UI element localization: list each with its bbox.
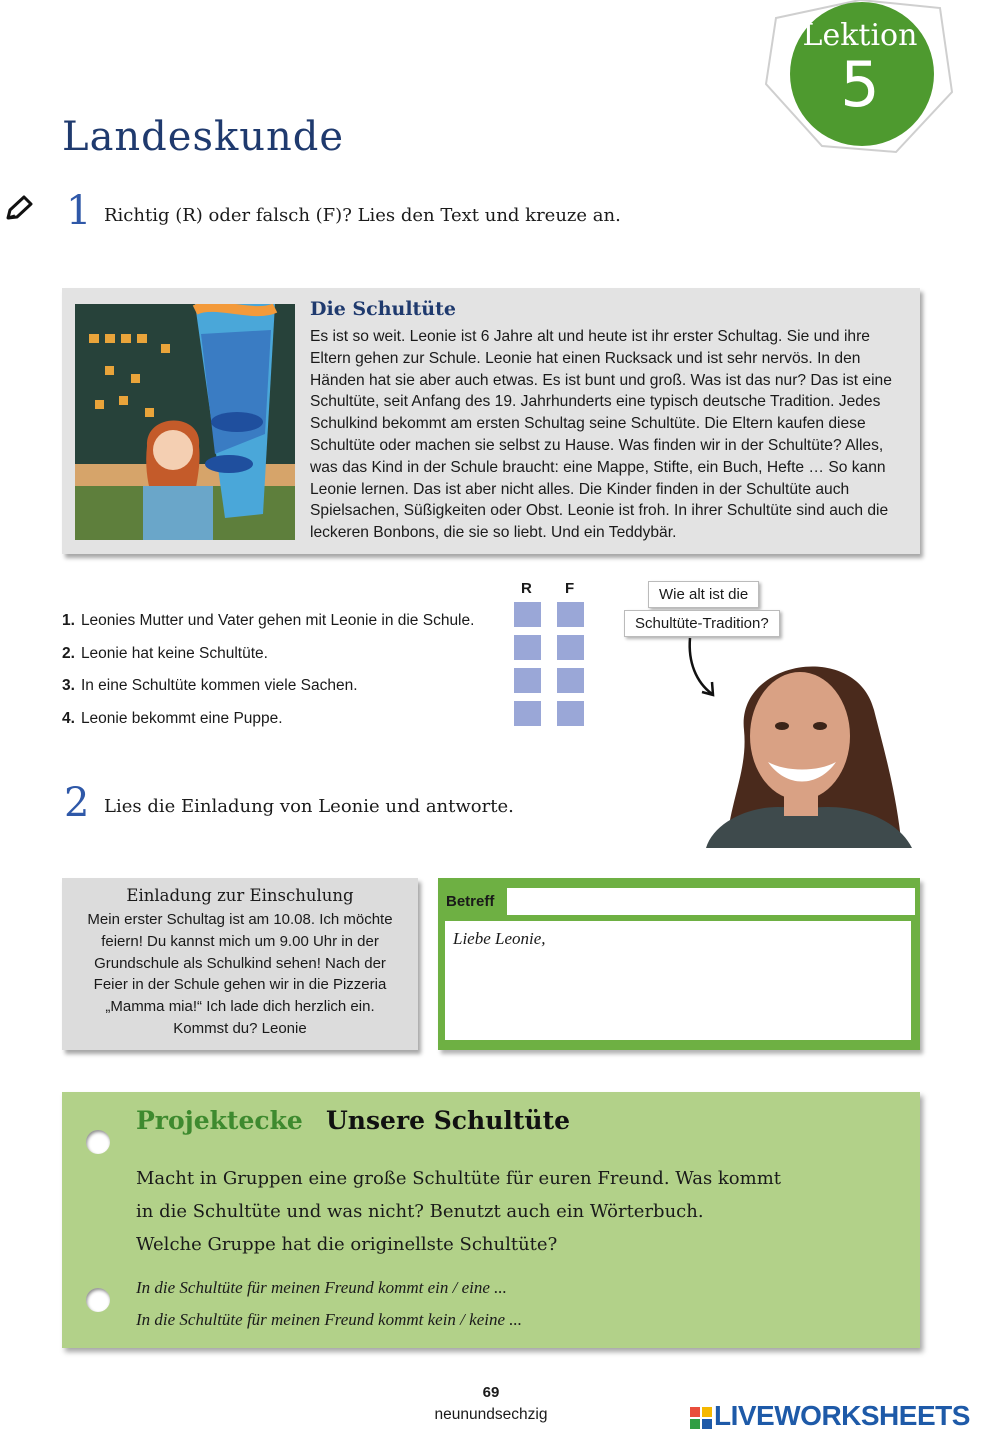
invitation-line: feiern! Du kannst mich um 9.00 Uhr in der (101, 932, 379, 950)
invitation-line: Kommst du? Leonie (173, 1019, 307, 1037)
reply-greeting: Liebe Leonie, (453, 929, 546, 948)
statement-text: Leonie hat keine Schultüte. (80, 645, 268, 662)
speech-bubble-line-1: Wie alt ist die (648, 581, 759, 608)
project-hint-line: In die Schultüte für meinen Freund kommt ein / eine ... (136, 1278, 507, 1297)
smiling-woman-photo (706, 640, 912, 848)
invitation-title: Einladung zur Einschulung (126, 886, 354, 905)
binder-hole-icon (86, 1130, 110, 1154)
pencil-icon (4, 194, 34, 222)
brand-name: LIVEWORKSHEETS (714, 1400, 970, 1431)
checkbox-r-2[interactable] (514, 635, 541, 660)
project-instruction-line: Welche Gruppe hat die originellste Schultüte? (136, 1234, 558, 1255)
schoolgirl-with-schultuete-photo (75, 304, 295, 540)
statement-text: In eine Schultüte kommen viele Sachen. (80, 677, 358, 694)
brand-logo (690, 1400, 970, 1432)
checkbox-f-2[interactable] (557, 635, 584, 660)
project-title: Unsere Schultüte (326, 1106, 571, 1135)
statement-text: Leonies Mutter und Vater gehen mit Leonie in die Schule. (80, 612, 475, 629)
reply-form (438, 878, 920, 1050)
page-number: 69 (482, 1384, 500, 1401)
statement-4 (62, 710, 283, 728)
invitation-line: „Mamma mia!“ Ich lade dich herzlich ein. (105, 998, 375, 1016)
invitation-line: Mein erster Schultag ist am 10.08. Ich möchte (87, 911, 393, 928)
statement-text: Leonie bekommt eine Puppe. (80, 710, 283, 727)
project-instruction-line: in die Schultüte und was nicht? Benutzt auch ein Wörterbuch. (136, 1201, 704, 1222)
article-body: Es ist so weit. Leonie ist 6 Jahre alt und heute ist ihr erster Schultag. Sie und ihre Eltern gehen zur Schule. Leonie hat einen Rucksack und ist sehr nervös. In den Händen hat sie aber auch etwas. Es ist bunt und groß. Was ist das nur? Das ist eine Schultüte, seit Anfang des 19. Jahrhunderts eine typisch deutsche Tradition. Jedes Schulkind bekommt am ersten Schultag seine Schultüte. Die Eltern kaufen diese Schultüte oder machen sie selbst zu Hause. Was finden wir in der Schultüte? Alles, was das Kind in der Schule braucht: eine Mappe, Stifte, ein Buch, Hefte … So kann Leonie lernen. Das ist aber nicht alles. Die Kinder finden in der Schultüte auch Spielsachen, Süßigkeiten oder Obst. Leonie ist froh. In ihrer Schultüte sind auch die leckeren Bonbons, die sie so liebt. Und ein Teddybär. (310, 328, 892, 542)
project-kicker: Projektecke (136, 1106, 303, 1135)
subject-label: Betreff (446, 893, 495, 910)
invitation-body (62, 909, 418, 1040)
reply-textarea[interactable] (445, 921, 911, 1040)
binder-hole-icon (86, 1288, 110, 1312)
checkbox-f-4[interactable] (557, 701, 584, 726)
invitation-card (62, 878, 418, 1050)
exercise-number-2: 2 (64, 780, 90, 826)
statement-2 (62, 645, 268, 663)
article-box (62, 288, 920, 554)
statement-number: 2. (62, 645, 75, 662)
checkbox-r-3[interactable] (514, 668, 541, 693)
invitation-line: Grundschule als Schulkind sehen! Nach der (94, 954, 386, 972)
exercise-number-1: 1 (66, 188, 92, 234)
checkbox-f-3[interactable] (557, 668, 584, 693)
column-header-r: R (521, 580, 532, 597)
project-box (62, 1092, 920, 1348)
project-instruction-line: Macht in Gruppen eine große Schultüte für euren Freund. Was kommt (136, 1168, 782, 1189)
article-title: Die Schultüte (310, 298, 456, 320)
exercise-instruction-1: Richtig (R) oder falsch (F)? Lies den Text und kreuze an. (104, 205, 621, 226)
liveworksheets-icon (690, 1407, 712, 1429)
lesson-number: 5 (840, 48, 880, 121)
statement-3 (62, 677, 358, 695)
statement-number: 3. (62, 677, 75, 694)
checkbox-r-4[interactable] (514, 701, 541, 726)
exercise-instruction-2: Lies die Einladung von Leonie und antworte. (104, 796, 514, 817)
page-title: Landeskunde (62, 114, 345, 160)
page-number-word: neunundsechzig (434, 1406, 548, 1423)
checkbox-r-1[interactable] (514, 602, 541, 627)
subject-input[interactable] (507, 888, 915, 915)
lesson-word: Lektion (802, 18, 918, 53)
checkbox-f-1[interactable] (557, 602, 584, 627)
statement-1 (62, 612, 474, 630)
invitation-line: Feier in der Schule gehen wir in die Pizzeria (93, 976, 387, 994)
column-header-f: F (565, 580, 575, 597)
project-hint-line: In die Schultüte für meinen Freund kommt kein / keine ... (136, 1310, 523, 1329)
statement-number: 4. (62, 710, 75, 727)
lesson-badge-label (770, 18, 950, 121)
speech-bubble-line-2: Schultüte-Tradition? (624, 610, 780, 637)
statement-number: 1. (62, 612, 75, 629)
